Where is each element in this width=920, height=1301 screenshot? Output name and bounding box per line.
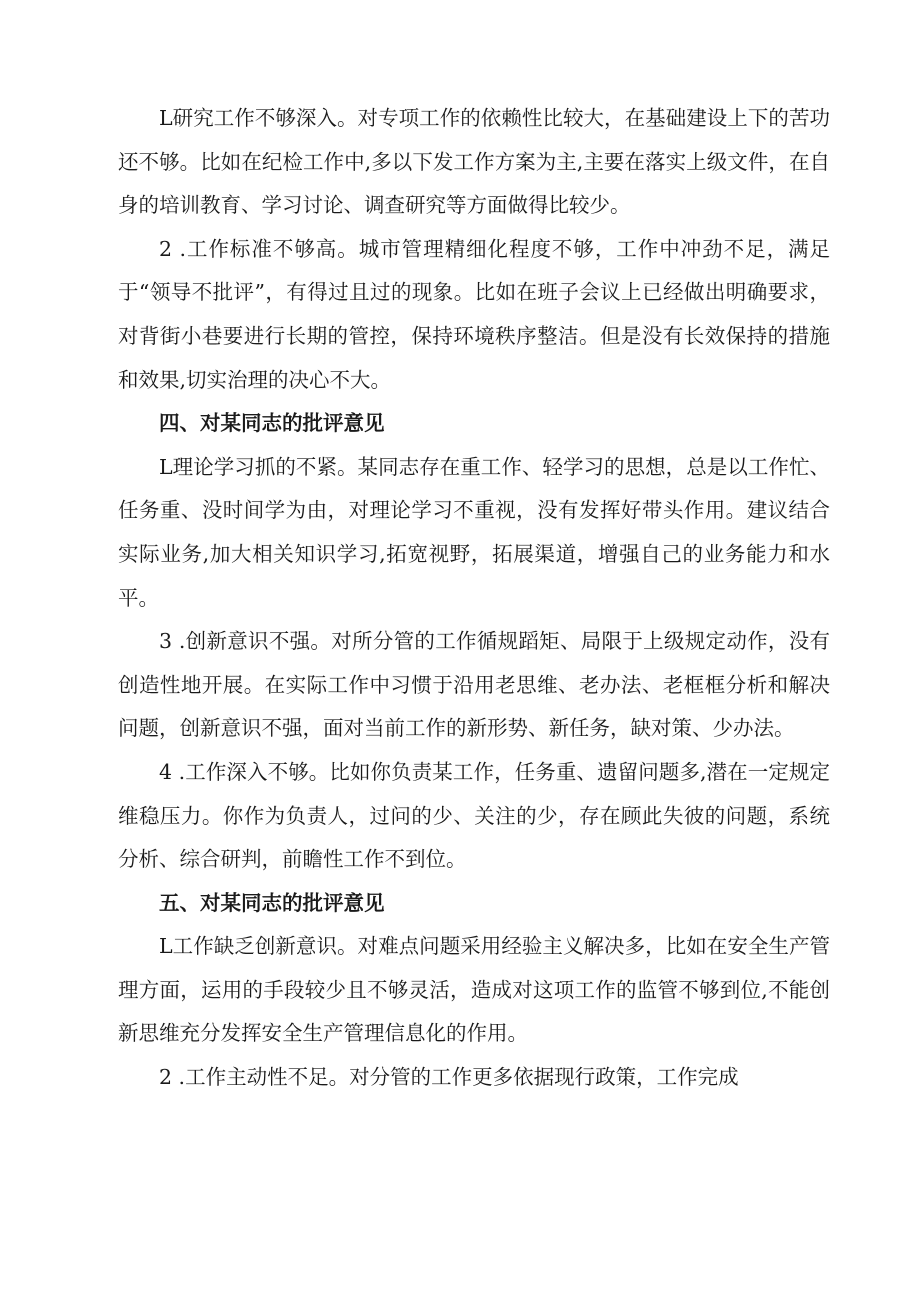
paragraph-theory-study: L理论学习抓的不紧。某同志存在重工作、轻学习的思想，总是以工作忙、任务重、没时间学为由，对理论学习不重视，没有发挥好带头作用。建议结合实际业务,加大相关知识学习,拓宽视野，拓展渠道，增强自己的业务能力和水平。 <box>118 454 830 610</box>
paragraph-research-insufficient: L研究工作不够深入。对专项工作的依赖性比较大，在基础建设上下的苦功还不够。比如在纪检工作中,多以下发工作方案为主,主要在落实上级文件，在自身的培训教育、学习讨论、调查研究等方面做得比较少。 <box>118 106 830 218</box>
paragraph-initiative: 2 .工作主动性不足。对分管的工作更多依据现行政策，工作完成 <box>159 1065 739 1090</box>
section-heading-five: 五、对某同志的批评意见 <box>159 890 385 915</box>
paragraph-work-standard: 2 .工作标准不够高。城市管理精细化程度不够，工作中冲劲不足，满足于“领导不批评”，有得过且过的现象。比如在班子会议上已经做出明确要求，对背街小巷要进行长期的管控，保持环境秩序整洁。但是没有长效保持的措施和效果,切实治理的决心不大。 <box>118 236 830 392</box>
paragraph-work-depth: 4 .工作深入不够。比如你负责某工作，任务重、遗留问题多,潜在一定规定维稳压力。你作为负责人，过问的少、关注的少，存在顾此失彼的问题，系统分析、综合研判，前瞻性工作不到位。 <box>118 759 830 872</box>
document-page <box>118 97 830 1100</box>
paragraph-innovation-awareness: 3 .创新意识不强。对所分管的工作循规蹈矩、局限于上级规定动作，没有创造性地开展。在实际工作中习惯于沿用老思维、老办法、老框框分析和解决问题，创新意识不强，面对当前工作的新形势、新任务，缺对策、少办法。 <box>118 629 830 741</box>
section-heading-four: 四、对某同志的批评意见 <box>159 411 385 436</box>
paragraph-lack-innovation: L工作缺乏创新意识。对难点问题采用经验主义解决多，比如在安全生产管理方面，运用的手段较少且不够灵活，造成对这项工作的监管不够到位,不能创新思维充分发挥安全生产管理信息化的作用。 <box>118 934 830 1046</box>
